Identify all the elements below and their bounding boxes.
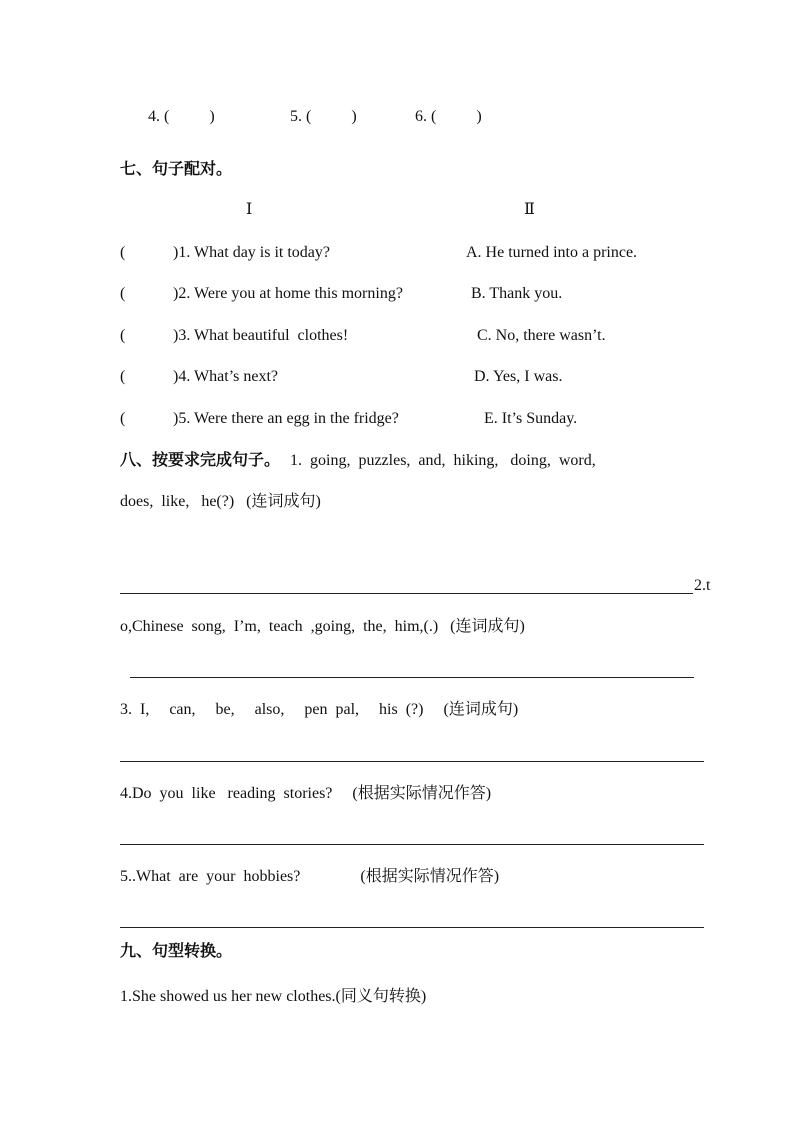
answer-line (120, 593, 693, 594)
answer-slot-6: 6. ( ) (415, 108, 482, 125)
answer-line (120, 927, 704, 928)
section-9-question-1: 1.She showed us her new clothes.(同义句转换) (120, 988, 427, 1005)
match-answer: D. Yes, I was. (474, 368, 563, 385)
match-question: )3. What beautiful clothes! (173, 327, 349, 344)
column-1-header: Ⅰ (246, 201, 253, 218)
match-bracket: ( (120, 244, 126, 261)
section-7-title: 七、句子配对。 (120, 161, 233, 178)
answer-line (120, 844, 704, 845)
match-question: )4. What’s next? (173, 368, 279, 385)
question-1-words-cont: does, like, he(?) (连词成句) (120, 493, 321, 510)
match-question: )2. Were you at home this morning? (173, 285, 403, 302)
question-2-start: 2.t (694, 577, 711, 594)
match-bracket: ( (120, 285, 126, 302)
question-2-words: o,Chinese song, I’m, teach ,going, the, him,(.) (连词成句) (120, 618, 525, 635)
match-bracket: ( (120, 410, 126, 427)
match-answer: A. He turned into a prince. (466, 244, 638, 261)
match-bracket: ( (120, 327, 126, 344)
match-question: )1. What day is it today? (173, 244, 330, 261)
match-bracket: ( (120, 368, 126, 385)
question-3-words: 3. I, can, be, also, pen pal, his (?) (连词成句) (120, 701, 519, 718)
match-answer: B. Thank you. (471, 285, 563, 302)
section-9-title: 九、句型转换。 (120, 943, 233, 960)
column-2-header: Ⅱ (524, 201, 535, 218)
match-answer: E. It’s Sunday. (484, 410, 578, 427)
match-answer: C. No, there wasn’t. (477, 327, 606, 344)
question-1-words: 1. going, puzzles, and, hiking, doing, word, (290, 452, 596, 469)
question-5-text: 5..What are your hobbies? (根据实际情况作答) (120, 868, 500, 885)
answer-line (130, 677, 694, 678)
answer-line (120, 761, 704, 762)
answer-slot-5: 5. ( ) (290, 108, 357, 125)
section-8-title: 八、按要求完成句子。 (120, 452, 281, 469)
match-question: )5. Were there an egg in the fridge? (173, 410, 399, 427)
question-4-text: 4.Do you like reading stories? (根据实际情况作答) (120, 785, 492, 802)
answer-slot-4: 4. ( ) (148, 108, 215, 125)
